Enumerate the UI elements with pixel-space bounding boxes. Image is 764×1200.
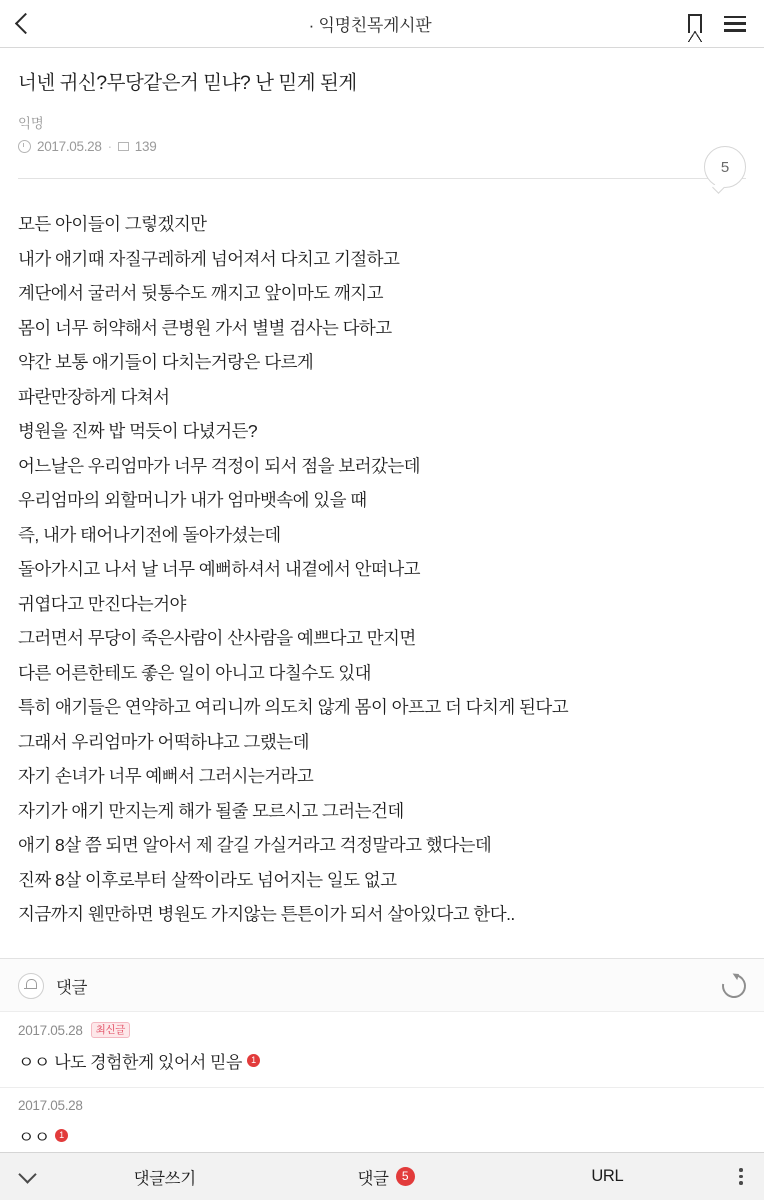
write-comment-label: 댓글쓰기 xyxy=(133,1169,196,1188)
post-line: 진짜 8살 이후로부터 살짝이라도 넘어지는 일도 없고 xyxy=(18,869,397,890)
comment-text: ㅇㅇ xyxy=(18,1128,50,1148)
post-meta xyxy=(18,139,746,154)
post-line: 파란만장하게 다쳐서 xyxy=(18,386,170,407)
post-author: 익명 xyxy=(18,116,44,132)
post-line: 모든 아이들이 그렇겠지만 xyxy=(18,214,207,235)
post-line: 약간 보통 애기들이 다치는거랑은 다르게 xyxy=(18,352,314,373)
meta-separator: · xyxy=(107,139,112,155)
post-line: 즉, 내가 태어나기전에 돌아가셨는데 xyxy=(18,524,281,545)
clock-icon xyxy=(18,140,31,153)
comments-section xyxy=(0,958,764,1163)
comments-label: 댓글 xyxy=(56,978,88,997)
comments-button-label: 댓글 xyxy=(357,1169,389,1188)
post-line: 돌아가시고 나서 날 너무 예뻐하셔서 내곁에서 안떠나고 xyxy=(18,559,421,580)
post-views: 139 xyxy=(134,139,157,155)
chevron-down-icon xyxy=(18,1165,36,1183)
write-comment-button[interactable] xyxy=(54,1165,275,1189)
post-line: 자기가 애기 만지는게 해가 될줄 모르시고 그러는건데 xyxy=(18,800,404,821)
comment-meta xyxy=(18,1098,746,1113)
post-line: 그래서 우리엄마가 어떡하냐고 그랬는데 xyxy=(18,731,309,752)
post-line: 그러면서 무당이 죽은사람이 산사람을 예쁘다고 만지면 xyxy=(18,628,416,649)
post-line: 우리엄마의 외할머니가 내가 엄마뱃속에 있을 때 xyxy=(18,490,367,511)
url-label: URL xyxy=(591,1167,624,1185)
bell-icon[interactable] xyxy=(18,973,44,999)
post-line: 귀엽다고 만진다는거야 xyxy=(18,593,186,614)
list-item[interactable] xyxy=(0,1011,764,1088)
post-line: 다른 어른한테도 좋은 일이 아니고 다칠수도 있대 xyxy=(18,662,371,683)
collapse-button[interactable] xyxy=(0,1173,54,1181)
comments-header xyxy=(0,959,764,1011)
hamburger-icon[interactable] xyxy=(724,16,746,32)
chevron-left-icon xyxy=(15,13,36,34)
post-title: 너넨 귀신?무당같은거 믿냐? 난 믿게 된게 xyxy=(18,72,357,94)
comments-count-badge: 5 xyxy=(396,1167,415,1186)
bottom-toolbar xyxy=(0,1152,764,1200)
comment-meta xyxy=(18,1022,746,1039)
post-line: 자기 손녀가 너무 예뻐서 그러시는거라고 xyxy=(18,766,314,787)
url-button[interactable] xyxy=(497,1167,718,1186)
more-options-button[interactable] xyxy=(718,1168,764,1185)
post-line: 특히 애기들은 연약하고 여리니까 의도치 않게 몸이 아프고 더 다치게 된다고 xyxy=(18,697,569,718)
reaction-badge[interactable]: 1 xyxy=(55,1129,68,1142)
bookmark-icon xyxy=(688,14,702,33)
comment-body xyxy=(18,1048,746,1073)
comment-count-badge[interactable] xyxy=(704,146,746,188)
comment-date: 2017.05.28 xyxy=(18,1022,83,1038)
post-line: 어느날은 우리엄마가 너무 걱정이 되서 점을 보러갔는데 xyxy=(18,455,421,476)
post-line: 지금까지 웬만하면 병원도 가지않는 튼튼이가 되서 살아있다고 한다.. xyxy=(18,904,515,925)
post-line: 병원을 진짜 밥 먹듯이 다녔거든? xyxy=(18,421,258,442)
bookmark-button[interactable] xyxy=(688,14,702,33)
post-line: 애기 8살 쯤 되면 알아서 제 갈길 가실거라고 걱정말라고 했다는데 xyxy=(18,835,492,856)
kebab-menu-icon xyxy=(739,1168,743,1185)
comment-count-value: 5 xyxy=(720,158,730,176)
reaction-badge[interactable]: 1 xyxy=(247,1054,260,1067)
back-button[interactable] xyxy=(18,16,52,31)
comment-text: ㅇㅇ 나도 경험한게 있어서 믿음 xyxy=(18,1053,242,1073)
comment-date: 2017.05.28 xyxy=(18,1098,83,1114)
comment-body xyxy=(18,1123,746,1148)
board-title: · 익명친목게시판 xyxy=(308,16,432,35)
post-line: 내가 애기때 자질구레하게 넘어져서 다치고 기절하고 xyxy=(18,248,400,269)
post-line: 계단에서 굴러서 뒷통수도 깨지고 앞이마도 깨지고 xyxy=(18,283,384,304)
top-bar-actions xyxy=(688,14,746,33)
views-icon xyxy=(118,142,129,151)
status-badge: 최신글 xyxy=(91,1022,131,1039)
post-line: 몸이 너무 허약해서 큰병원 가서 별별 검사는 다하고 xyxy=(18,317,392,338)
top-app-bar xyxy=(0,0,764,48)
refresh-icon[interactable] xyxy=(717,969,750,1002)
post-header xyxy=(0,48,764,176)
post-body xyxy=(0,179,764,932)
comments-button[interactable] xyxy=(275,1165,496,1189)
post-date: 2017.05.28 xyxy=(37,139,102,155)
